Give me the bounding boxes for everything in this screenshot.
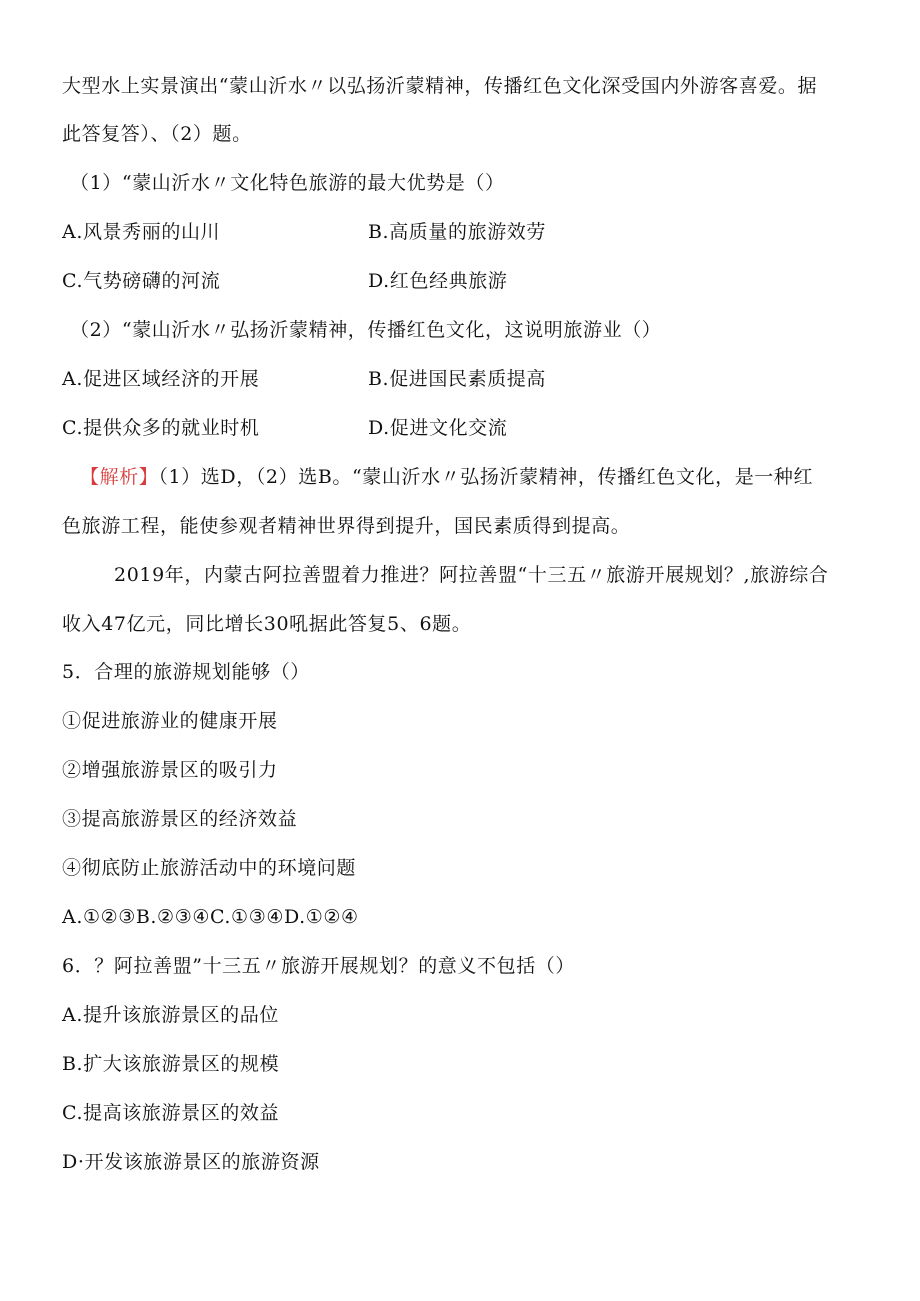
q5-stem: 5．合理的旅游规划能够（） [62, 661, 310, 683]
q1-option-c: C.气势磅礴的河流 [62, 270, 221, 292]
q5-item-4: ④彻底防止旅游活动中的环境问题 [62, 857, 357, 879]
passage1-line1: 大型水上实景演出“蒙山沂水〃以弘扬沂蒙精神，传播红色文化深受国内外游客喜爱。据 [62, 75, 818, 97]
passage2-line2: 收入47亿元，同比增长30吼据此答复5、6题。 [62, 613, 472, 635]
analysis-line1 [80, 465, 813, 489]
passage1-line2: 此答复答）、（2）题。 [62, 123, 252, 145]
q2-stem: （2）“蒙山沂水〃弘扬沂蒙精神，传播红色文化，这说明旅游业（） [70, 319, 662, 341]
q6-option-a: A.提升该旅游景区的品位 [62, 1004, 279, 1026]
q5-item-3: ③提高旅游景区的经济效益 [62, 808, 298, 830]
q5-item-2: ②增强旅游景区的吸引力 [62, 759, 278, 781]
q5-options: A.①②③B.②③④C.①③④D.①②④ [62, 906, 359, 928]
q1-option-b: B.高质量的旅游效劳 [368, 221, 547, 243]
q1-option-d: D.红色经典旅游 [368, 270, 508, 292]
q6-stem: 6．？阿拉善盟”十三五〃旅游开展规划？的意义不包括（） [62, 955, 576, 977]
q6-option-c: C.提高该旅游景区的效益 [62, 1102, 280, 1124]
passage2-line1: 2019年，内蒙古阿拉善盟着力推进？阿拉善盟“十三五〃旅游开展规划？,旅游综合 [114, 564, 829, 586]
q6-option-d: D·开发该旅游景区的旅游资源 [62, 1151, 320, 1173]
q1-stem: （1）“蒙山沂水〃文化特色旅游的最大优势是（） [70, 172, 505, 194]
q2-option-d: D.促进文化交流 [368, 417, 508, 439]
analysis-line2: 色旅游工程，能使参观者精神世界得到提升，国民素质得到提高。 [62, 515, 631, 537]
q6-option-b: B.扩大该旅游景区的规模 [62, 1053, 280, 1075]
q2-option-b: B.促进国民素质提高 [368, 368, 547, 390]
q2-option-c: C.提供众多的就业时机 [62, 417, 260, 439]
analysis-tag: 【解析】 [80, 466, 159, 488]
q1-option-a: A.风景秀丽的山川 [62, 221, 221, 243]
q2-option-a: A.促进区域经济的开展 [62, 368, 260, 390]
analysis-text: （1）选D，（2）选B。“蒙山沂水〃弘扬沂蒙精神，传播红色文化，是一种红 [158, 466, 814, 488]
q5-item-1: ①促进旅游业的健康开展 [62, 710, 278, 732]
